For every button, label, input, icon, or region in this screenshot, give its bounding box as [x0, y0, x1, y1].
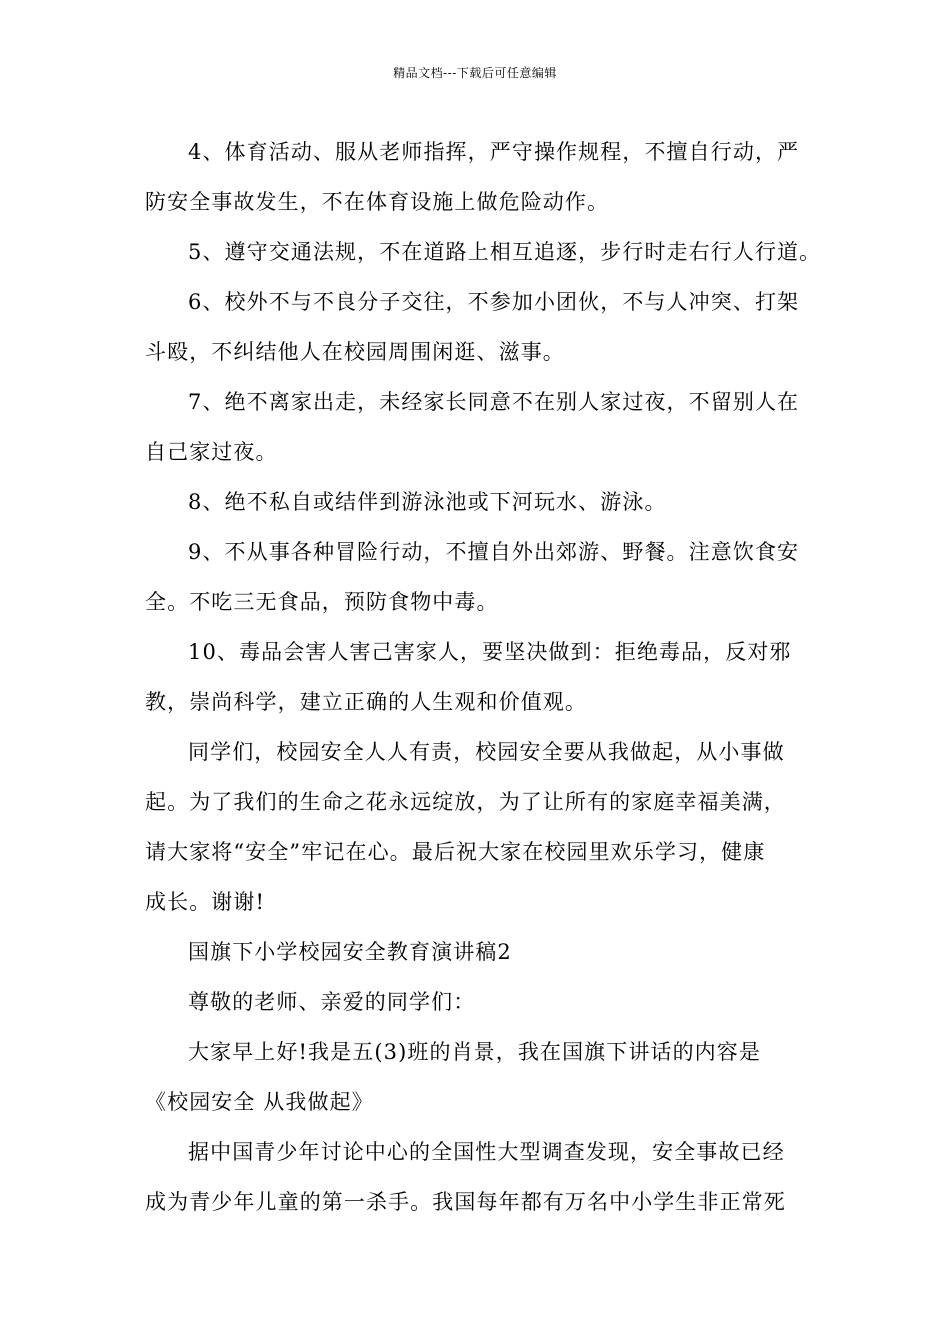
- section-title: 国旗下小学校园安全教育演讲稿2: [188, 940, 512, 964]
- text-line: 大家早上好!我是五(3)班的肖景，我在国旗下讲话的内容是: [188, 1040, 761, 1064]
- text-line: 成为青少年儿童的第一杀手。我国每年都有万名中小学生非正常死: [145, 1190, 786, 1214]
- text-line: 据中国青少年讨论中心的全国性大型调查发现，安全事故已经: [188, 1140, 785, 1164]
- text-line: 请大家将“安全”牢记在心。最后祝大家在校园里欢乐学习，健康: [145, 840, 766, 864]
- text-line: 5、遵守交通法规，不在道路上相互追逐，步行时走右行人行道。: [188, 240, 822, 264]
- text-line: 自己家过夜。: [145, 440, 278, 464]
- page-header: 精品文档---下载后可任意编辑: [393, 66, 557, 80]
- text-line: 斗殴，不纠结他人在校园周围闲逛、滋事。: [145, 340, 565, 364]
- text-line: 防安全事故发生，不在体育设施上做危险动作。: [145, 190, 610, 214]
- text-line: 9、不从事各种冒险行动，不擅自外出郊游、野餐。注意饮食安: [188, 540, 800, 564]
- text-line: 6、校外不与不良分子交往，不参加小团伙，不与人冲突、打架: [188, 290, 800, 314]
- salutation: 尊敬的老师、亲爱的同学们：: [188, 990, 476, 1014]
- text-line: 4、体育活动、服从老师指挥，严守操作规程，不擅自行动，严: [188, 140, 800, 164]
- text-line: 8、绝不私自或结伴到游泳池或下河玩水、游泳。: [188, 490, 667, 514]
- text-line: 起。为了我们的生命之花永远绽放，为了让所有的家庭幸福美满，: [145, 790, 786, 814]
- text-line: 7、绝不离家出走，未经家长同意不在别人家过夜，不留别人在: [188, 390, 800, 414]
- text-line: 同学们，校园安全人人有责，校园安全要从我做起，从小事做: [188, 740, 785, 764]
- text-line: 成长。谢谢!: [145, 890, 266, 914]
- text-line: 全。不吃三无食品，预防食物中毒。: [145, 590, 499, 614]
- text-line: 教，崇尚科学，建立正确的人生观和价值观。: [145, 690, 587, 714]
- speech-title: 《校园安全 从我做起》: [145, 1090, 374, 1114]
- text-line: 10、毒品会害人害己害家人，要坚决做到：拒绝毒品，反对邪: [188, 640, 792, 664]
